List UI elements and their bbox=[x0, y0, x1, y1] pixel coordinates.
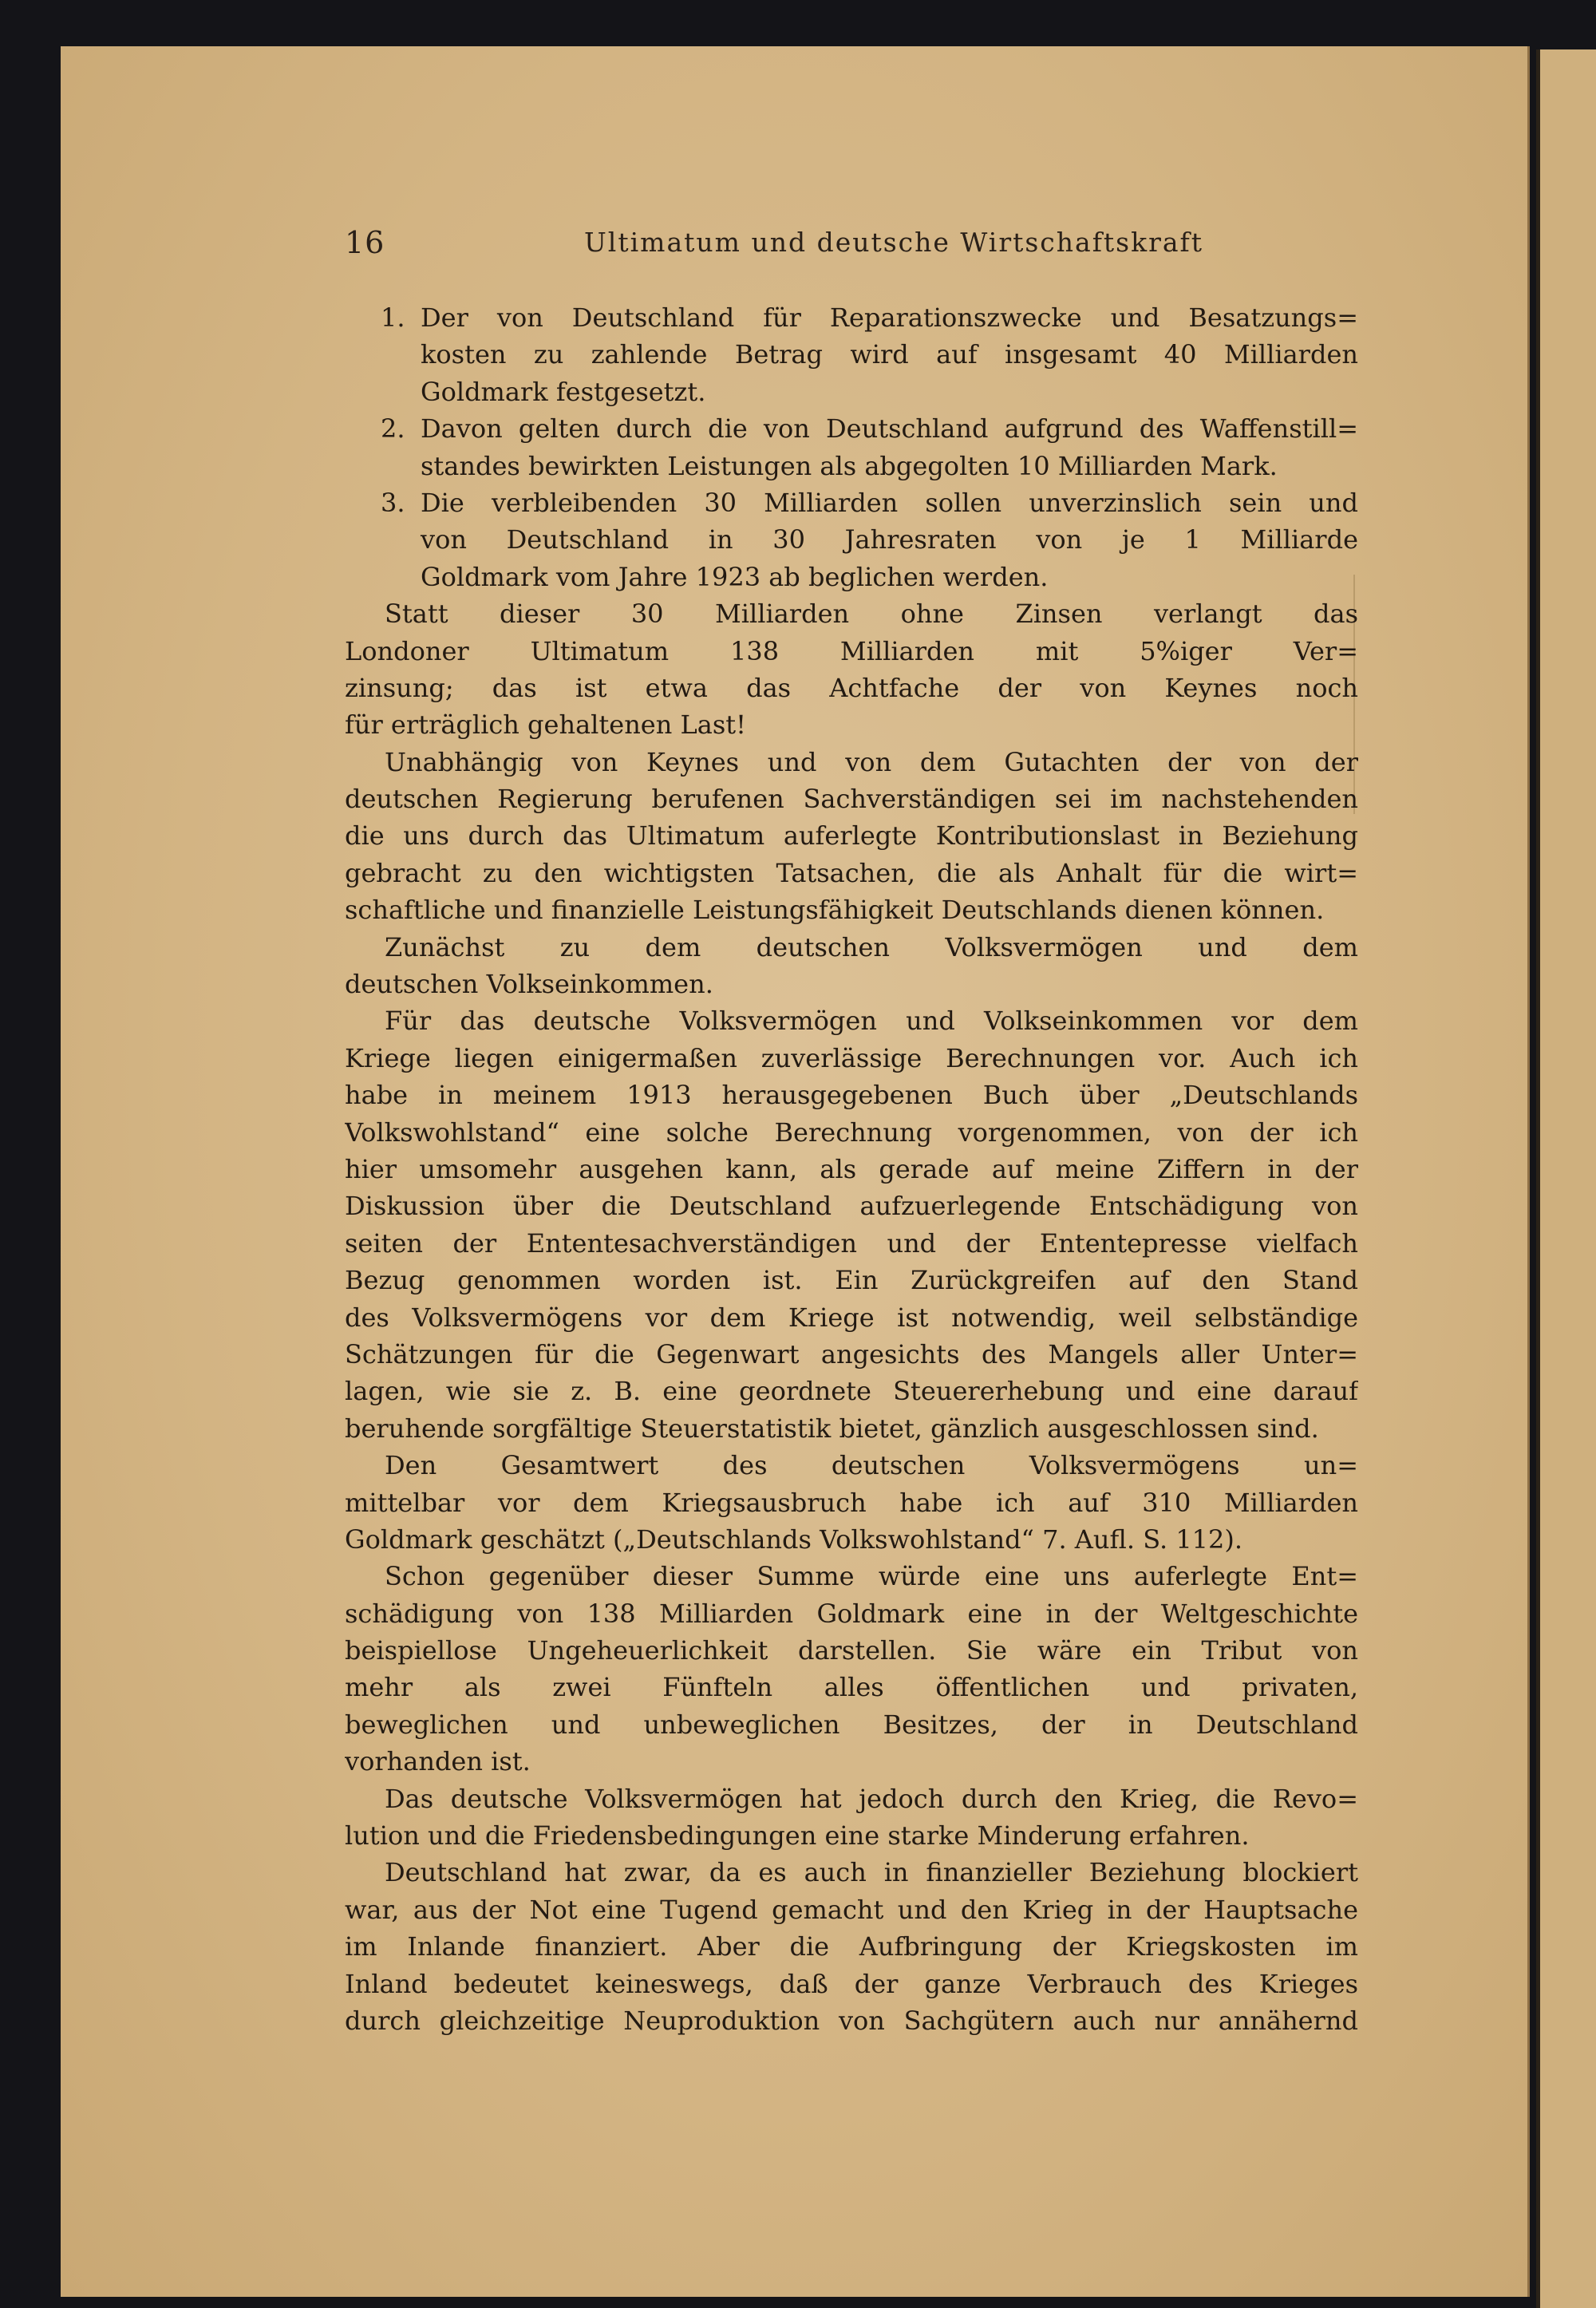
line-text: Goldmark festgesetzt. bbox=[421, 376, 706, 407]
text-line bbox=[345, 1002, 1358, 1039]
line-text: seiten der Ententesachverständigen und der Ententepresse vielfach bbox=[345, 1227, 1358, 1259]
line-text: für erträglich gehaltenen Last! bbox=[345, 709, 746, 741]
line-text: habe in meinem 1913 herausgegebenen Buch über „Deutschlands bbox=[345, 1080, 1358, 1111]
line-text: durch gleichzeitige Neuproduktion von Sachgütern auch nur annähernd bbox=[345, 2005, 1358, 2036]
page-header bbox=[345, 225, 1358, 265]
text-line bbox=[345, 1484, 1358, 1521]
text-line bbox=[345, 1780, 1358, 1817]
text-line bbox=[345, 855, 1358, 891]
text-line bbox=[345, 1225, 1358, 1262]
line-text: Der von Deutschland für Reparationszwecke und Besatzungs= bbox=[421, 302, 1358, 333]
line-text: Kriege liegen einigermaßen zuverlässige Berechnungen vor. Auch ich bbox=[345, 1042, 1358, 1073]
line-text: Londoner Ultimatum 138 Milliarden mit 5%iger Ver= bbox=[345, 635, 1358, 666]
line-text: Volkswohlstand“ eine solche Berechnung vorgenommen, von der ich bbox=[345, 1116, 1358, 1148]
text-line bbox=[345, 1299, 1358, 1336]
text-line bbox=[345, 299, 1358, 336]
text-line bbox=[345, 1040, 1358, 1077]
text-line bbox=[345, 1595, 1358, 1632]
line-text: Inland bedeutet keineswegs, daß der ganze Verbrauch des Krieges bbox=[345, 1968, 1358, 1999]
text-line bbox=[345, 929, 1358, 966]
line-text: gebracht zu den wichtigsten Tatsachen, die als Anhalt für die wirt= bbox=[345, 857, 1358, 888]
line-text: schädigung von 138 Milliarden Goldmark eine in der Weltgeschichte bbox=[345, 1598, 1358, 1629]
text-line bbox=[345, 1077, 1358, 1113]
text-line bbox=[345, 373, 1358, 410]
line-text: Für das deutsche Volksvermögen und Volkseinkommen vor dem bbox=[385, 1006, 1358, 1037]
line-text: Diskussion über die Deutschland aufzuerlegende Entschädigung von bbox=[345, 1191, 1358, 1222]
text-line bbox=[345, 2002, 1358, 2039]
line-text: Zunächst zu dem deutschen Volksvermögen und dem bbox=[385, 931, 1358, 962]
text-line bbox=[345, 559, 1358, 595]
line-text: Statt dieser 30 Milliarden ohne Zinsen verlangt das bbox=[385, 599, 1358, 630]
text-line bbox=[345, 1521, 1358, 1558]
line-text: beweglichen und unbeweglichen Besitzes, der in Deutschland bbox=[345, 1709, 1358, 1740]
adjacent-page-edge bbox=[1536, 49, 1596, 2308]
line-text: zinsung; das ist etwa das Achtfache der von Keynes noch bbox=[345, 672, 1358, 703]
line-text: kosten zu zahlende Betrag wird auf insgesamt 40 Milliarden bbox=[421, 339, 1358, 370]
line-text: vorhanden ist. bbox=[345, 1746, 531, 1777]
text-line bbox=[345, 1854, 1358, 1891]
line-text: lution und die Friedensbedingungen eine starke Minderung erfahren. bbox=[345, 1820, 1250, 1852]
text-line bbox=[345, 521, 1358, 558]
text-line bbox=[345, 1817, 1358, 1854]
text-line bbox=[345, 448, 1358, 484]
text-line bbox=[345, 1188, 1358, 1224]
text-line bbox=[345, 781, 1358, 817]
line-text: Schon gegenüber dieser Summe würde eine uns auferlegte Ent= bbox=[385, 1561, 1358, 1592]
text-line bbox=[345, 744, 1358, 781]
list-item-number: 2. bbox=[381, 413, 405, 445]
line-text: des Volksvermögens vor dem Kriege ist notwendig, weil selbständige bbox=[345, 1302, 1358, 1333]
text-line bbox=[345, 706, 1358, 743]
text-line bbox=[345, 484, 1358, 521]
text-line bbox=[345, 1706, 1358, 1743]
text-line bbox=[345, 670, 1358, 706]
text-line bbox=[345, 1447, 1358, 1484]
text-line bbox=[345, 1632, 1358, 1669]
line-text: schaftliche und finanzielle Leistungsfähigkeit Deutschlands dienen können. bbox=[345, 895, 1325, 926]
text-line bbox=[345, 891, 1358, 928]
text-line bbox=[345, 1966, 1358, 2002]
text-line bbox=[345, 410, 1358, 447]
line-text: Schätzungen für die Gegenwart angesichts des Mangels aller Unter= bbox=[345, 1338, 1358, 1369]
text-line bbox=[345, 1743, 1358, 1780]
line-text: Den Gesamtwert des deutschen Volksvermögens un= bbox=[385, 1450, 1358, 1481]
line-text: beispiellose Ungeheuerlichkeit darstellen. Sie wäre ein Tribut von bbox=[345, 1635, 1358, 1666]
line-text: die uns durch das Ultimatum auferlegte Kontributionslast in Beziehung bbox=[345, 820, 1358, 852]
line-text: mittelbar vor dem Kriegsausbruch habe ich auf 310 Milliarden bbox=[345, 1487, 1358, 1518]
text-line bbox=[345, 1558, 1358, 1595]
line-text: deutschen Regierung berufenen Sachverständigen sei im nachstehenden bbox=[345, 784, 1358, 815]
text-line bbox=[345, 966, 1358, 1002]
text-line bbox=[345, 336, 1358, 373]
line-text: lagen, wie sie z. B. eine geordnete Steuererhebung und eine darauf bbox=[345, 1376, 1358, 1407]
line-text: war, aus der Not eine Tugend gemacht und den Krieg in der Hauptsache bbox=[345, 1894, 1358, 1925]
line-text: Die verbleibenden 30 Milliarden sollen unverzinslich sein und bbox=[421, 487, 1358, 518]
text-line bbox=[345, 633, 1358, 670]
line-text: deutschen Volkseinkommen. bbox=[345, 969, 713, 1000]
text-line bbox=[345, 1336, 1358, 1373]
text-line bbox=[345, 1114, 1358, 1151]
text-line bbox=[345, 1410, 1358, 1447]
text-line bbox=[345, 817, 1358, 854]
page-number: 16 bbox=[345, 225, 385, 260]
line-text: hier umsomehr ausgehen kann, als gerade auf meine Ziffern in der bbox=[345, 1153, 1358, 1184]
text-line bbox=[345, 595, 1358, 632]
line-text: von Deutschland in 30 Jahresraten von je 1 Milliarde bbox=[421, 524, 1358, 555]
text-line bbox=[345, 1262, 1358, 1298]
text-line bbox=[345, 1151, 1358, 1188]
line-text: Goldmark geschätzt („Deutschlands Volkswohlstand“ 7. Aufl. S. 112). bbox=[345, 1524, 1243, 1555]
line-text: Unabhängig von Keynes und von dem Gutachten der von der bbox=[385, 746, 1358, 777]
line-text: Davon gelten durch die von Deutschland aufgrund des Waffenstill= bbox=[421, 413, 1358, 445]
text-line bbox=[345, 1373, 1358, 1409]
list-item-number: 1. bbox=[381, 302, 405, 333]
line-text: beruhende sorgfältige Steuerstatistik bietet, gänzlich ausgeschlossen sind. bbox=[345, 1413, 1319, 1444]
line-text: standes bewirkten Leistungen als abgegolten 10 Milliarden Mark. bbox=[421, 450, 1278, 481]
running-title: Ultimatum und deutsche Wirtschaftskraft bbox=[584, 227, 1204, 258]
text-line bbox=[345, 1928, 1358, 1965]
line-text: Goldmark vom Jahre 1923 ab beglichen werden. bbox=[421, 561, 1049, 592]
line-text: Bezug genommen worden ist. Ein Zurückgreifen auf den Stand bbox=[345, 1265, 1358, 1296]
line-text: Deutschland hat zwar, da es auch in finanzieller Beziehung blockiert bbox=[385, 1857, 1358, 1888]
list-item-number: 3. bbox=[381, 487, 405, 518]
body-text bbox=[345, 299, 1358, 2039]
line-text: mehr als zwei Fünfteln alles öffentlichen und privaten, bbox=[345, 1672, 1358, 1703]
text-line bbox=[345, 1891, 1358, 1928]
line-text: Das deutsche Volksvermögen hat jedoch durch den Krieg, die Revo= bbox=[385, 1783, 1358, 1814]
line-text: im Inlande finanziert. Aber die Aufbringung der Kriegskosten im bbox=[345, 1931, 1358, 1962]
text-line bbox=[345, 1669, 1358, 1705]
